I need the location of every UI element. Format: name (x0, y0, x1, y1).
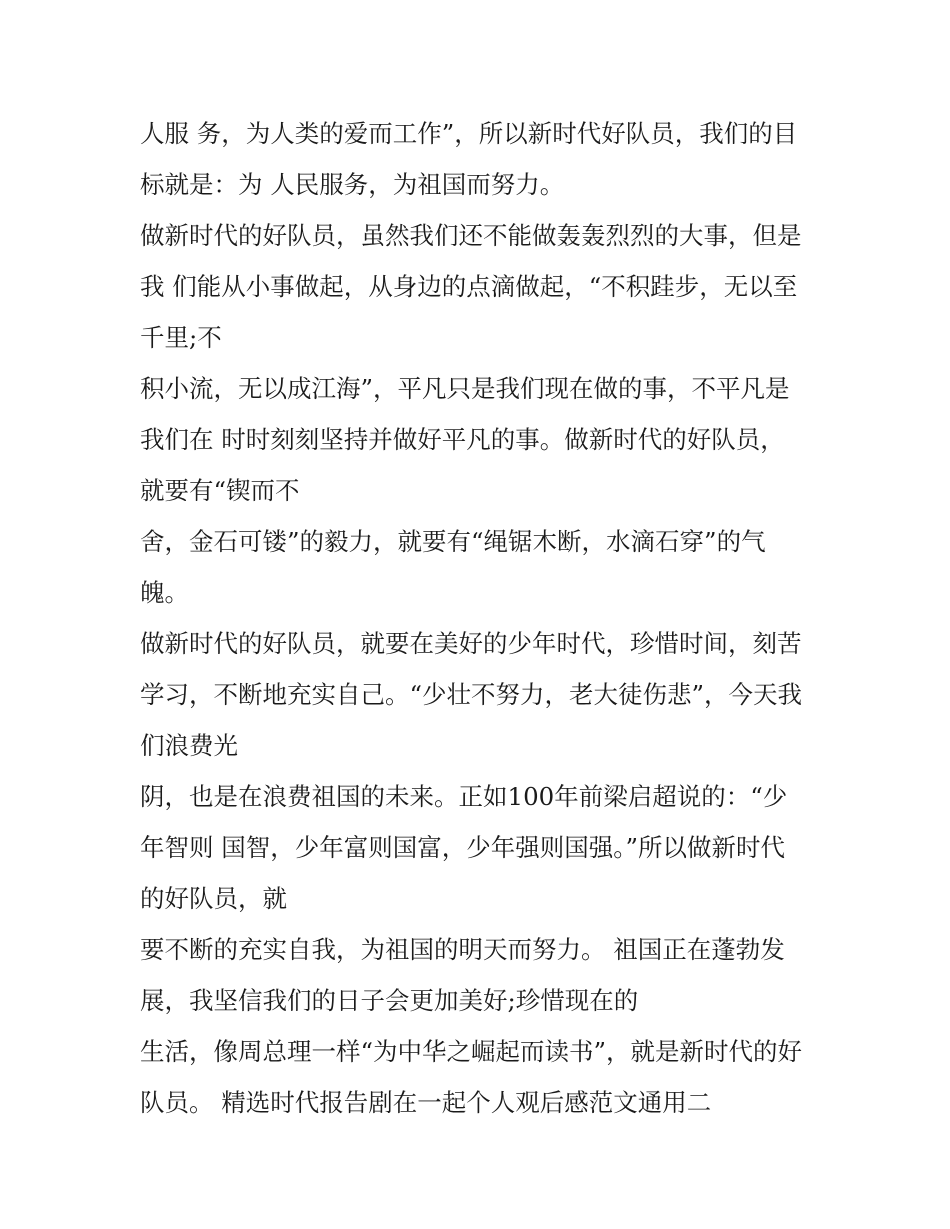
text-line: 们浪费光 (140, 731, 238, 760)
text-line: 舍，金石可镂”的毅力，就要有“绳锯木断，水滴石穿”的气 (140, 527, 766, 556)
text-line: 做新时代的好队员，虽然我们还不能做轰轰烈烈的大事，但是 (140, 221, 802, 250)
text-line: 积小流，无以成江海”，平凡只是我们现在做的事，不平凡是 (140, 374, 790, 403)
text-line: 生活，像周总理一样“为中华之崛起而读书”，就是新时代的好 (140, 1037, 803, 1066)
text-line: 阴，也是在浪费祖国的未来。正如100年前梁启超说的：“少 (140, 782, 788, 811)
text-line: 学习，不断地充实自己。“少壮不努力，老大徒伤悲”，今天我 (140, 680, 803, 709)
body-text (140, 108, 820, 1128)
text-line: 魄。 (140, 578, 189, 607)
text-line: 的好队员，就 (140, 884, 287, 913)
text-line: 年智则 国智，少年富则国富，少年强则国强。”所以做新时代 (140, 833, 786, 862)
text-line: 要不断的充实自我，为祖国的明天而努力。 祖国正在蓬勃发 (140, 935, 785, 964)
text-line: 队员。 精选时代报告剧在一起个人观后感范文通用二 (140, 1088, 712, 1117)
text-line: 展，我坚信我们的日子会更加美好;珍惜现在的 (140, 986, 639, 1015)
text-line: 就要有“锲而不 (140, 476, 300, 505)
text-line: 做新时代的好队员，就要在美好的少年时代，珍惜时间，刻苦 (140, 629, 802, 658)
text-line: 我们在 时时刻刻坚持并做好平凡的事。做新时代的好队员， (140, 425, 785, 454)
text-line: 人服 务，为人类的爱而工作”，所以新时代好队员，我们的目 (140, 119, 798, 148)
text-line: 标就是：为 人民服务，为祖国而努力。 (140, 170, 565, 199)
text-line: 千里;不 (140, 323, 222, 352)
text-line: 我 们能从小事做起，从身边的点滴做起，“不积跬步，无以至 (140, 272, 798, 301)
